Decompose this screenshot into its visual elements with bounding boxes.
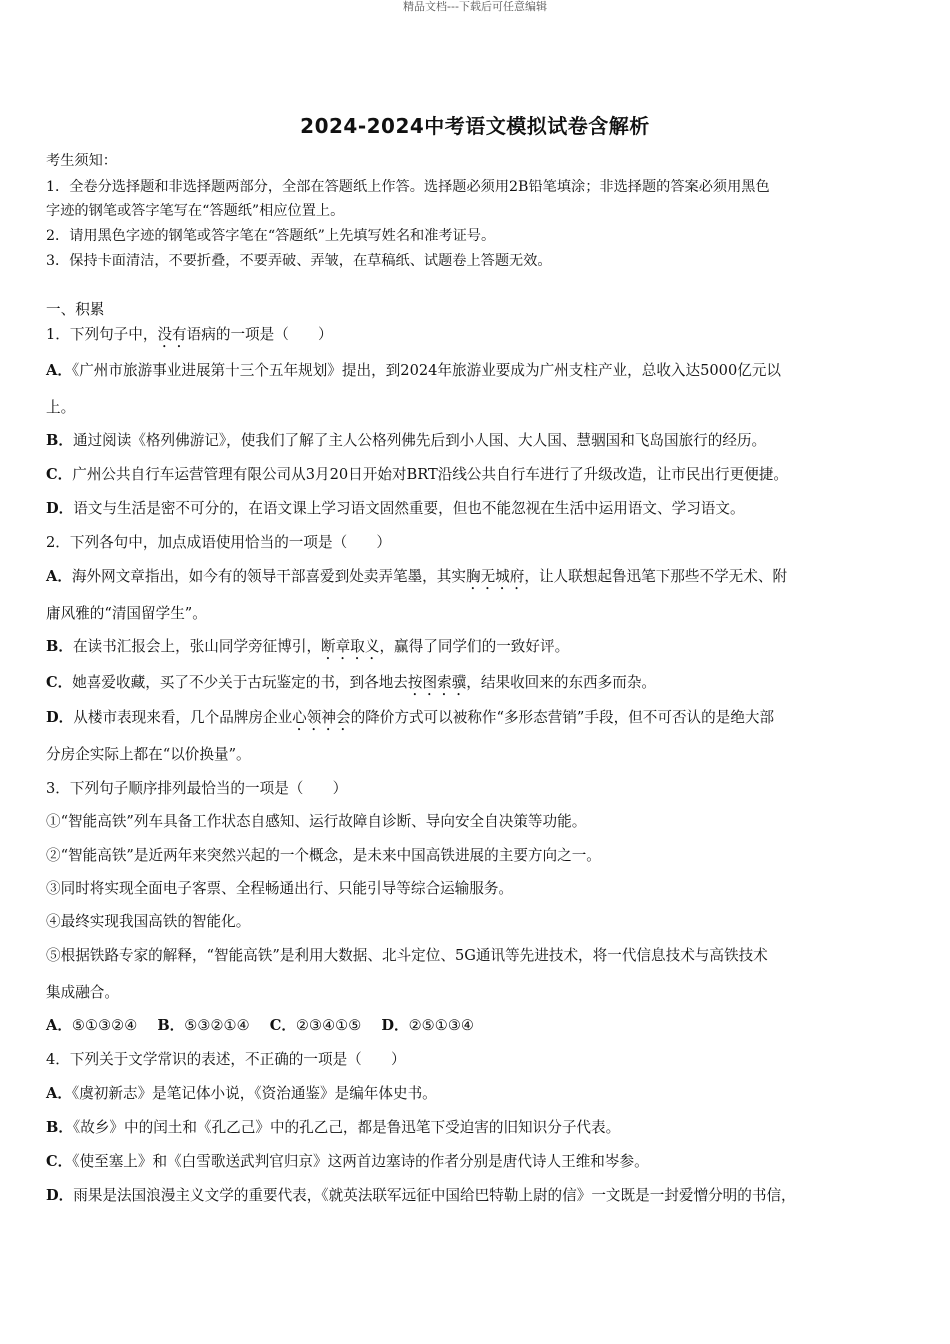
question-2-option-c (46, 673, 906, 699)
question-3-sentence: ⑤根据铁路专家的解释，“智能高铁”是利用大数据、北斗定位、5G通讯等先进技术，将一代信息技术与高铁技术 (46, 947, 768, 964)
question-4-option-d (46, 1186, 906, 1206)
question-3-stem: 3．下列句子顺序排列最恰当的一项是（ ） (46, 780, 348, 797)
option-label: D． (46, 709, 74, 726)
notice-item: 1．全卷分选择题和非选择题两部分，全部在答题纸上作答。选择题必须用2B铅笔填涂；非选择题的答案必须用黑色 (46, 179, 770, 195)
option-text: 从楼市表现来看，几个品牌房企业 (73, 709, 293, 726)
option-label: A． (46, 568, 72, 585)
question-4-option-a (46, 1084, 906, 1104)
question-2-option-d (46, 708, 906, 734)
option-label: A． (46, 362, 72, 379)
notice-item: 3．保持卡面清洁，不要折叠，不要弄破、弄皱，在草稿纸、试题卷上答题无效。 (46, 253, 552, 269)
option-text: 《虞初新志》是笔记体小说，《资治通鉴》是编年体史书。 (71, 1085, 437, 1102)
emphasis-idiom: 按图索骥 (407, 674, 467, 691)
stem-text: 1．下列句子中， (46, 326, 158, 343)
option-text: 上。 (46, 399, 76, 416)
question-2-option-d-cont: 分房企实际上都在“以价换量”。 (46, 746, 251, 763)
option-text: ⑤①③②④ (71, 1017, 138, 1034)
option-text: 《故乡》中的闰土和《孔乙己》中的孔乙己，都是鲁迅笔下受迫害的旧知识分子代表。 (72, 1119, 621, 1136)
emphasis-idiom: 断章取义 (321, 638, 380, 655)
question-2-option-b (46, 637, 906, 663)
option-text: 《广州市旅游事业进展第十三个五年规划》提出，到2024年旅游业要成为广州支柱产业，总收入达5000亿元以 (71, 362, 782, 379)
option-text: 广州公共自行车运营管理有限公司从3月20日开始对BRT沿线公共自行车进行了升级改造，让市民出行更便捷。 (72, 466, 788, 483)
question-1-option-a (46, 361, 906, 381)
option-text: 在读书汇报会上，张山同学旁征博引， (72, 638, 322, 655)
option-label: D． (46, 1187, 74, 1204)
option-text: ，结果收回来的东西多而杂。 (466, 674, 657, 691)
option-text: 《使至塞上》和《白雪歌送武判官归京》这两首边塞诗的作者分别是唐代诗人王维和岑参。 (72, 1153, 649, 1170)
emphasis-mark: 没有 (157, 326, 187, 343)
option-label: B． (157, 1017, 185, 1034)
option-label: C． (46, 466, 73, 483)
option-label: C． (46, 1153, 73, 1170)
option-text: 通过阅读《格列佛游记》，使我们了解了主人公格列佛先后到小人国、大人国、慧骃国和飞岛国旅行的经历。 (72, 432, 767, 449)
question-4-option-b (46, 1118, 906, 1138)
section-heading: 一、积累 (46, 301, 105, 318)
option-label: C． (269, 1017, 296, 1034)
document-title: 2024-2024中考语文模拟试卷含解析 (300, 114, 650, 138)
option-text: 海外网文章指出，如今有的领导干部喜爱到处卖弄笔墨，其实 (71, 568, 466, 585)
question-1-stem (46, 325, 906, 351)
question-4-option-c (46, 1152, 906, 1172)
stem-text: 语病的一项是（ ） (186, 326, 333, 343)
question-1-option-b (46, 431, 906, 451)
option-text: ，赢得了同学们的一致好评。 (379, 638, 570, 655)
notice-item: 2．请用黑色字迹的钢笔或答字笔在“答题纸”上先填写姓名和准考证号。 (46, 228, 496, 244)
question-2-option-a (46, 567, 906, 593)
question-2-option-a-cont: 庸风雅的“清国留学生”。 (46, 605, 207, 622)
option-label: B． (46, 1119, 73, 1136)
option-label: D． (381, 1017, 409, 1034)
emphasis-idiom: 胸无城府 (465, 568, 525, 585)
option-text: ⑤③②①④ (184, 1017, 250, 1034)
question-3-options (46, 1016, 906, 1036)
option-text: ②③④①⑤ (295, 1017, 362, 1034)
question-1-option-c (46, 465, 906, 485)
question-3-sentence: ②“智能高铁”是近两年来突然兴起的一个概念，是未来中国高铁进展的主要方向之一。 (46, 847, 601, 864)
document-header-note: 精品文档---下载后可任意编辑 (403, 0, 547, 13)
emphasis-idiom: 心领神会 (292, 709, 351, 726)
option-text: 她喜爱收藏，买了不少关于古玩鉴定的书，到各地去 (72, 674, 408, 691)
option-text: ，让人联想起鲁迅笔下那些不学无术、附 (524, 568, 788, 585)
question-3-sentence: ③同时将实现全面电子客票、全程畅通出行、只能引导等综合运输服务。 (46, 880, 514, 897)
option-label: A． (46, 1017, 72, 1034)
option-label: B． (46, 432, 73, 449)
question-3-sentence: 集成融合。 (46, 984, 119, 1001)
question-3-sentence: ④最终实现我国高铁的智能化。 (46, 913, 251, 930)
option-text: 雨果是法国浪漫主义文学的重要代表，《就英法联军远征中国给巴特勒上尉的信》一文既是一封爱憎分明的书信， (73, 1187, 796, 1204)
option-text: 语文与生活是密不可分的，在语文课上学习语文固然重要，但也不能忽视在生活中运用语文、学习语文。 (73, 500, 745, 517)
question-3-sentence: ①“智能高铁”列车具备工作状态自感知、运行故障自诊断、导向安全自决策等功能。 (46, 813, 587, 830)
option-text: 的降价方式可以被称作“多形态营销”手段，但不可否认的是绝大部 (350, 709, 775, 726)
question-1-option-d (46, 499, 906, 519)
notice-item: 字迹的钢笔或答字笔写在“答题纸”相应位置上。 (46, 203, 345, 219)
option-text: ②⑤①③④ (408, 1017, 475, 1034)
option-label: B． (46, 638, 73, 655)
notice-heading: 考生须知： (46, 153, 117, 169)
question-4-stem: 4．下列关于文学常识的表述，不正确的一项是（ ） (46, 1051, 406, 1068)
option-label: A． (46, 1085, 72, 1102)
option-label: C． (46, 674, 73, 691)
question-1-option-a-cont (46, 398, 906, 418)
question-2-stem: 2．下列各句中，加点成语使用恰当的一项是（ ） (46, 534, 391, 551)
option-label: D． (46, 500, 74, 517)
